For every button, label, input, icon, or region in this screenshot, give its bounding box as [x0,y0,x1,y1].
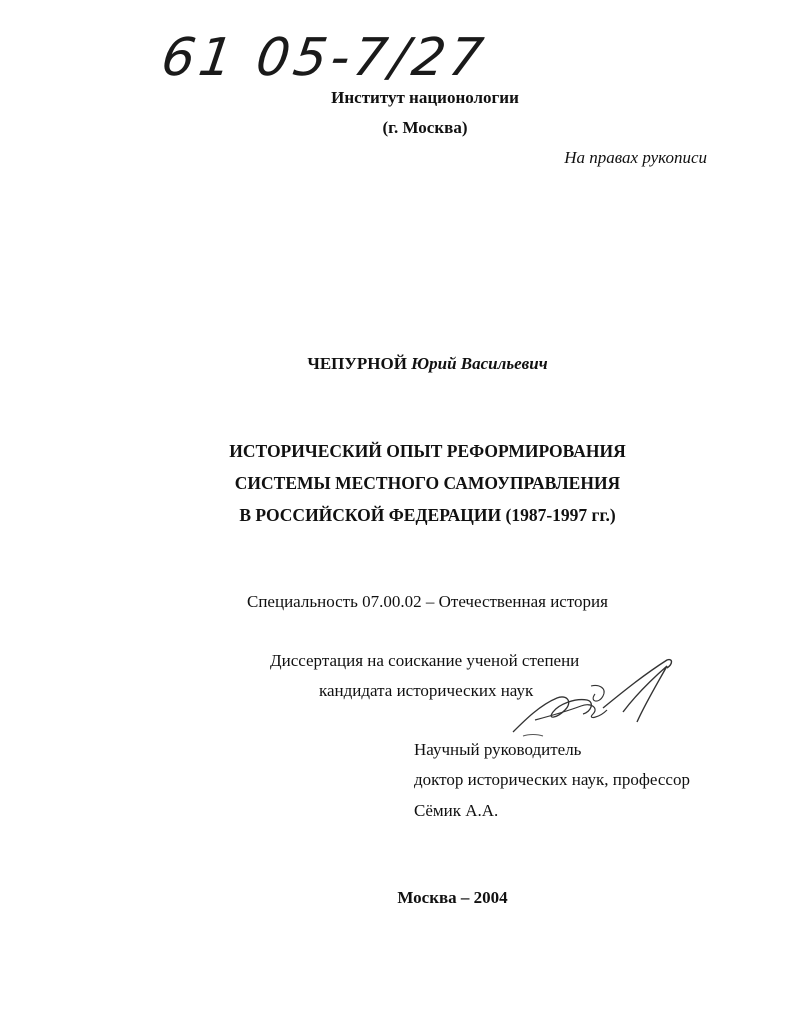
specialty: Специальность 07.00.02 – Отечественная история [247,592,608,611]
dissertation-line-2: кандидата исторических наук [319,681,534,700]
title-line-2: СИСТЕМЫ МЕСТНОГО САМОУПРАВЛЕНИЯ [234,473,621,493]
author-given-names: Юрий Васильевич [411,354,548,373]
supervisor-name: Сёмик А.А. [414,801,499,820]
title-line-3: В РОССИЙСКОЙ ФЕДЕРАЦИИ (1987-1997 гг.) [239,505,616,525]
supervisor-degree: доктор исторических наук, профессор [414,770,690,789]
institute-name: Институт национологии [331,88,519,107]
title-line-1: ИСТОРИЧЕСКИЙ ОПЫТ РЕФОРМИРОВАНИЯ [229,441,626,461]
supervisor-role: Научный руководитель [414,740,582,759]
manuscript-rights-note: На правах рукописи [564,148,707,167]
author-surname: ЧЕПУРНОЙ [307,354,407,373]
institute-city: (г. Москва) [382,118,468,137]
handwritten-signature [495,650,695,750]
author-name [0,354,795,374]
place-and-year: Москва – 2004 [397,888,508,907]
handwritten-archive-number: 61 05-7/27 [157,28,491,88]
dissertation-line-1: Диссертация на соискание ученой степени [270,651,580,670]
